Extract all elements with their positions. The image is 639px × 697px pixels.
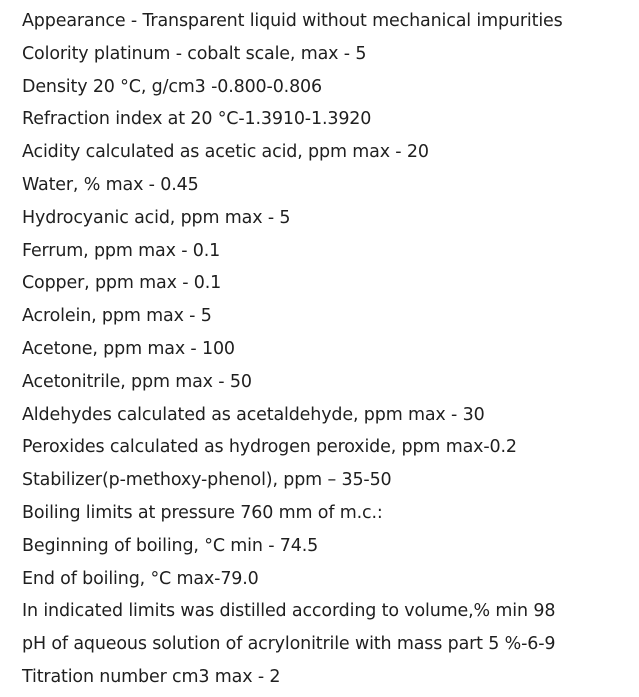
spec-copper: Copper, ppm max - 0.1 [22,273,222,294]
spec-stabilizer: Stabilizer(p-methoxy-phenol), ppm – 35-50 [22,470,392,491]
spec-distilled-volume: In indicated limits was distilled according to volume,% min 98 [22,601,556,622]
spec-colority: Colority platinum - cobalt scale, max - 5 [22,43,367,64]
spec-appearance: Appearance - Transparent liquid without mechanical impurities [22,11,563,31]
spec-water: Water, % max - 0.45 [22,174,199,195]
specification-list [22,8,639,697]
spec-peroxides: Peroxides calculated as hydrogen peroxide, ppm max-0.2 [22,437,517,458]
spec-refraction-index: Refraction index at 20 °C-1.3910-1.3920 [22,109,372,130]
spec-aldehydes: Aldehydes calculated as acetaldehyde, ppm max - 30 [22,404,485,425]
spec-boiling-limits: Boiling limits at pressure 760 mm of m.c.: [22,502,383,523]
spec-acetone: Acetone, ppm max - 100 [22,338,235,359]
spec-ph: pH of aqueous solution of acrylonitrile with mass part 5 %-6-9 [22,634,556,655]
spec-beginning-of-boiling: Beginning of boiling, °C min - 74.5 [22,535,319,556]
spec-density: Density 20 °C, g/cm3 -0.800-0.806 [22,76,322,97]
spec-hydrocyanic-acid: Hydrocyanic acid, ppm max - 5 [22,207,291,228]
spec-end-of-boiling: End of boiling, °C max-79.0 [22,568,259,589]
spec-titration-number: Titration number cm3 max - 2 [22,666,281,687]
spec-acidity: Acidity calculated as acetic acid, ppm max - 20 [22,142,429,163]
spec-ferrum: Ferrum, ppm max - 0.1 [22,240,221,261]
spec-acrolein: Acrolein, ppm max - 5 [22,306,212,327]
spec-acetonitrile: Acetonitrile, ppm max - 50 [22,371,252,392]
